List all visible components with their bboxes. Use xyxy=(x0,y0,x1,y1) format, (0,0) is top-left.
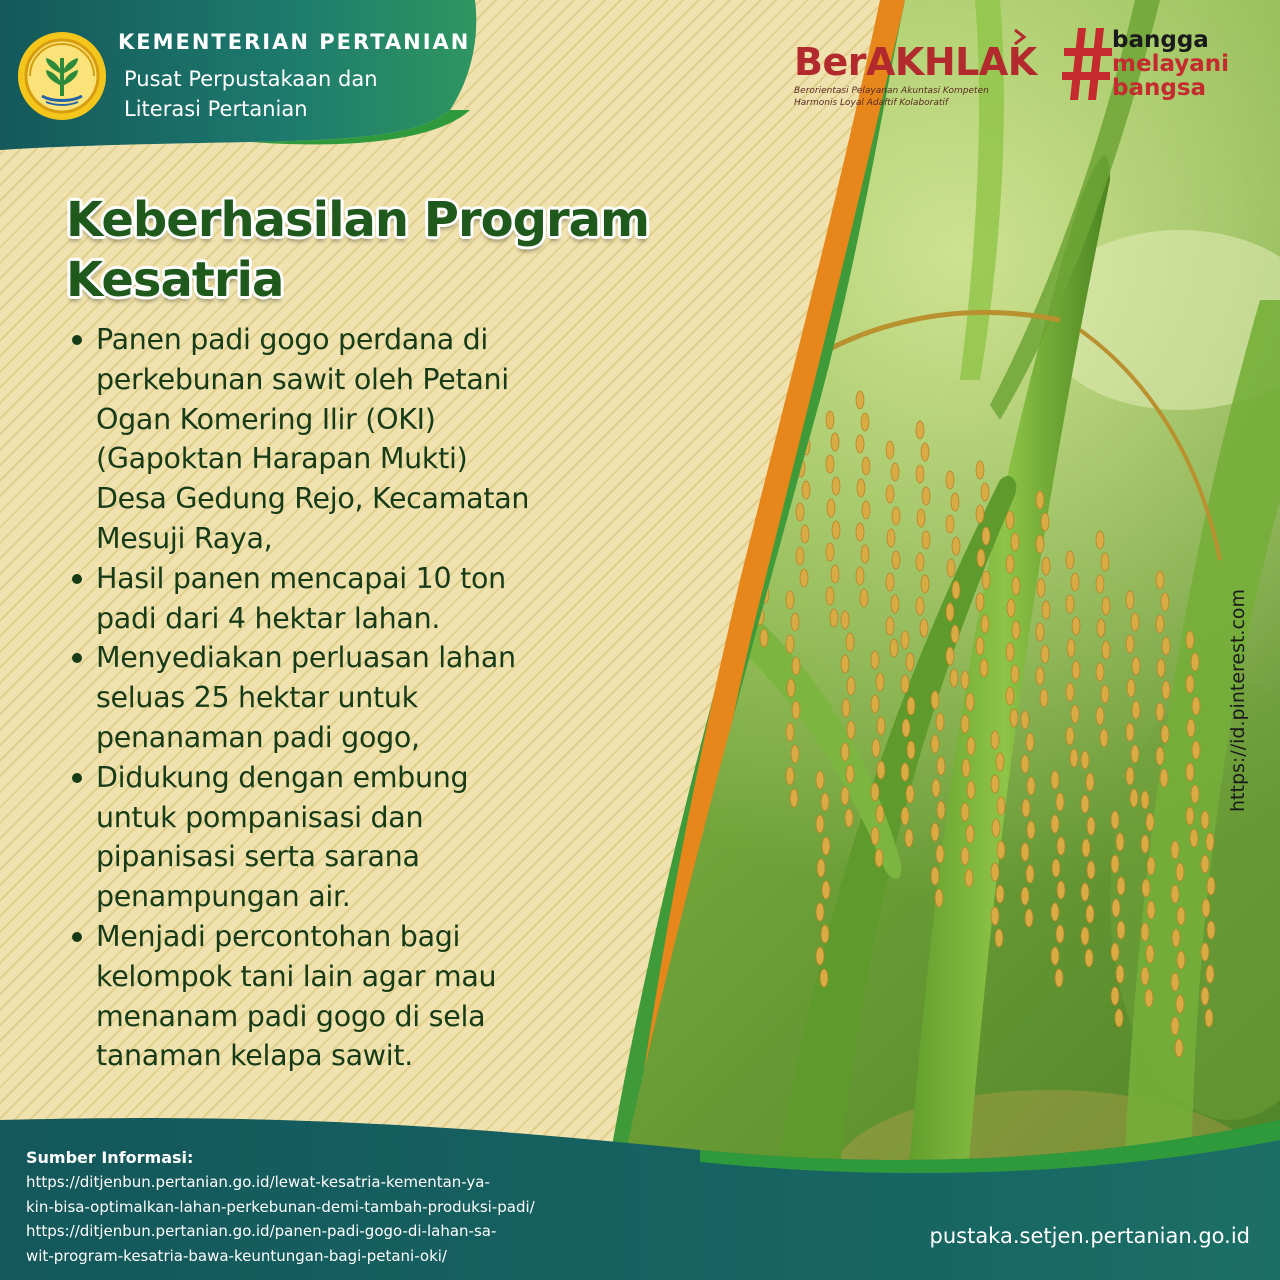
bullet-dot-icon xyxy=(72,574,82,584)
source-link-line[interactable]: kin-bisa-optimalkan-lahan-perkebunan-demi-tambah-produksi-padi/ xyxy=(26,1197,535,1216)
bullet-text-line: (Gapoktan Harapan Mukti) xyxy=(96,442,468,476)
bullet-item xyxy=(70,559,650,639)
bullet-text-line: Mesuji Raya, xyxy=(96,521,273,555)
hashtag-icon xyxy=(1062,26,1114,102)
source-link-line[interactable]: https://ditjenbun.pertanian.go.id/lewat-kesatria-kementan-ya- xyxy=(26,1173,490,1191)
berakhlak-tagline xyxy=(794,85,1044,109)
title-line2: Kesatria xyxy=(66,252,284,308)
bullet-item xyxy=(70,638,650,757)
source-link-line[interactable]: wit-program-kesatria-bawa-keuntungan-bagi-petani-oki/ xyxy=(26,1246,447,1265)
bullet-text-line: kelompok tani lain agar mau xyxy=(96,959,497,993)
page-title xyxy=(66,190,686,310)
bangga-line3: bangsa xyxy=(1112,75,1207,101)
bullet-text-line: untuk pompanisasi dan xyxy=(96,800,424,834)
org-subtitle xyxy=(124,64,464,124)
bullet-dot-icon xyxy=(72,932,82,942)
org-subtitle-line2: Literasi Pertanian xyxy=(124,97,308,121)
org-subtitle-line1: Pusat Perpustakaan dan xyxy=(124,67,378,91)
bullet-text-line: Didukung dengan embung xyxy=(96,760,469,794)
bullet-text-line: Panen padi gogo perdana di xyxy=(96,323,489,356)
bullet-item xyxy=(70,758,650,917)
bangga-line1: bangga xyxy=(1112,27,1209,53)
bullet-text-line: penanaman padi gogo, xyxy=(96,720,420,754)
bullet-item xyxy=(70,320,650,559)
bangga-melayani-bangsa xyxy=(1112,28,1229,100)
berakhlak-tagline-line1: Berorientasi Pelayanan Akuntasi Kompeten xyxy=(794,86,989,96)
bullet-text-line: Menyediakan perluasan lahan xyxy=(96,641,516,675)
bangga-line2: melayani xyxy=(1112,51,1230,77)
title-line1: Keberhasilan Program xyxy=(66,192,650,248)
source-links xyxy=(26,1170,746,1268)
bullet-text-line: tanaman kelapa sawit. xyxy=(96,1039,414,1073)
bullet-text-line: pipanisasi serta sarana xyxy=(96,840,420,874)
source-link-line[interactable]: https://ditjenbun.pertanian.go.id/panen-padi-gogo-di-lahan-sa- xyxy=(26,1222,497,1240)
bullet-text-line: penampungan air. xyxy=(96,880,351,914)
berakhlak-logo: BerAKHLAK xyxy=(794,40,1037,84)
bullet-text-line: Hasil panen mencapai 10 ton xyxy=(96,561,506,595)
bullet-list xyxy=(70,320,650,1076)
source-label: Sumber Informasi: xyxy=(26,1148,194,1167)
bullet-text-line: Ogan Komering Ilir (OKI) xyxy=(96,402,436,436)
photo-credit: https://id.pinterest.com xyxy=(1227,588,1249,812)
bullet-text-line: menanam padi gogo di sela xyxy=(96,999,486,1033)
bullet-item xyxy=(70,917,650,1076)
bullet-text-line: padi dari 4 hektar lahan. xyxy=(96,601,441,635)
bullet-dot-icon xyxy=(72,773,82,783)
bullet-dot-icon xyxy=(72,335,82,345)
bullet-text-line: Menjadi percontohan bagi xyxy=(96,919,461,953)
bullet-dot-icon xyxy=(72,653,82,663)
kementan-logo xyxy=(16,30,108,122)
bullet-text-line: seluas 25 hektar untuk xyxy=(96,681,418,715)
org-name: KEMENTERIAN PERTANIAN xyxy=(118,30,471,54)
berakhlak-chevron-icon xyxy=(1012,28,1028,46)
bullet-text-line: perkebunan sawit oleh Petani xyxy=(96,362,509,396)
website-url[interactable]: pustaka.setjen.pertanian.go.id xyxy=(929,1224,1250,1248)
bullet-text-line: Desa Gedung Rejo, Kecamatan xyxy=(96,482,530,516)
berakhlak-tagline-line2: Harmonis Loyal Adaftif Kolaboratif xyxy=(794,98,949,108)
